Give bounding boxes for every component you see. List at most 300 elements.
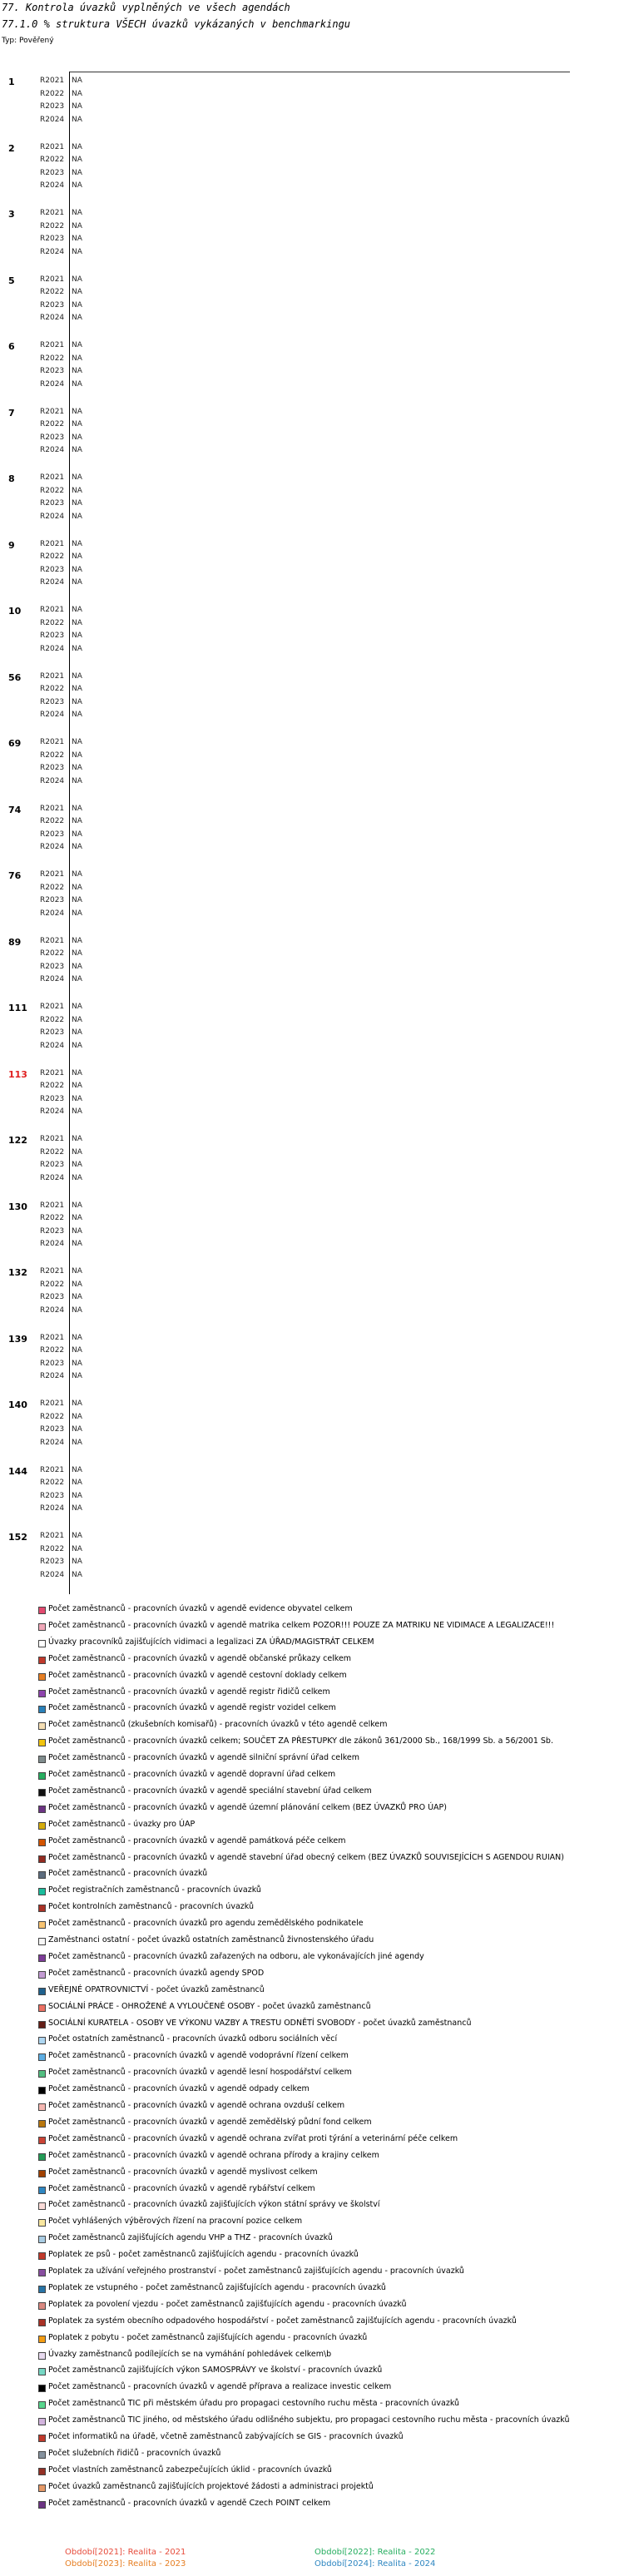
legend-item: [33, 1751, 616, 1768]
group-label: 76: [8, 870, 22, 881]
value-label: NA: [72, 1161, 82, 1169]
year-label: R2023: [40, 697, 65, 706]
value-label: NA: [72, 1558, 82, 1566]
year-label: R2023: [40, 1094, 65, 1103]
value-label: NA: [72, 776, 82, 785]
value-label: NA: [72, 975, 82, 983]
legend-label: Počet zaměstnanců - pracovních úvazků v agendě vodoprávní řízení celkem: [48, 2051, 349, 2061]
value-label: NA: [72, 1015, 82, 1024]
year-label: R2021: [40, 341, 65, 349]
legend-item: [33, 2066, 616, 2083]
legend-item: [33, 2033, 616, 2049]
year-label: R2022: [40, 354, 65, 363]
value-label: NA: [72, 1280, 82, 1289]
year-label: R2022: [40, 420, 65, 429]
legend-label: Poplatek za systém obecního odpadového hospodářství - počet zaměstnanců zajišťujících agendu - pracovních úvazků: [48, 2316, 517, 2326]
year-label: R2021: [40, 142, 65, 151]
legend-item: [33, 1884, 616, 1900]
legend-swatch: [38, 2087, 46, 2094]
year-label: R2022: [40, 1479, 65, 1487]
legend-label: Počet vyhlášených výběrových řízení na pracovní pozice celkem: [48, 2217, 303, 2227]
value-label: NA: [72, 1305, 82, 1315]
legend-label: Počet zaměstnanců - pracovních úvazků v agendě speciální stavební úřad celkem: [48, 1786, 372, 1796]
year-label: R2024: [40, 1570, 65, 1579]
year-label: R2023: [40, 1425, 65, 1434]
year-label: R2024: [40, 1107, 65, 1116]
legend-label: Počet zaměstnanců - pracovních úvazků v agendě lesní hospodářství celkem: [48, 2068, 352, 2078]
year-label: R2021: [40, 1135, 65, 1143]
legend-label: Poplatek z pobytu - počet zaměstnanců zajišťujících agendu - pracovních úvazků: [48, 2332, 368, 2342]
legend-swatch: [38, 1756, 46, 1763]
legend-item: [33, 2049, 616, 2066]
legend-item: [33, 1934, 616, 1950]
legend-swatch: [38, 2070, 46, 2078]
legend-swatch: [38, 2501, 46, 2509]
value-label: NA: [72, 830, 82, 839]
year-label: R2024: [40, 909, 65, 918]
legend-item: [33, 2265, 616, 2281]
value-label: NA: [72, 539, 82, 548]
year-label: R2022: [40, 1082, 65, 1090]
value-label: NA: [72, 156, 82, 164]
legend-item: [33, 2017, 616, 2034]
year-label: R2022: [40, 1346, 65, 1355]
legend-swatch: [38, 1855, 46, 1863]
group-label: 5: [8, 275, 15, 286]
year-label: R2023: [40, 962, 65, 971]
value-label: NA: [72, 89, 82, 98]
legend-item: [33, 2099, 616, 2116]
value-label: NA: [72, 685, 82, 693]
legend-swatch: [38, 2004, 46, 2012]
group-label: 140: [8, 1399, 27, 1410]
legend-item: [33, 2166, 616, 2182]
legend-swatch: [38, 2336, 46, 2343]
legend-label: Počet zaměstnanců - pracovních úvazků v agendě evidence obyvatel celkem: [48, 1604, 353, 1613]
group-label: 9: [8, 539, 15, 551]
year-label: R2021: [40, 1068, 65, 1077]
value-label: NA: [72, 433, 82, 442]
value-label: NA: [72, 235, 82, 243]
legend-swatch: [38, 2468, 46, 2475]
value-label: NA: [72, 644, 82, 653]
value-label: NA: [72, 1465, 82, 1474]
period-legend: [0, 2546, 624, 2571]
legend-swatch: [38, 2319, 46, 2326]
year-label: R2024: [40, 776, 65, 785]
value-label: NA: [72, 817, 82, 825]
year-label: R2023: [40, 499, 65, 508]
legend-swatch: [38, 1971, 46, 1979]
value-label: NA: [72, 618, 82, 627]
group-label: 8: [8, 473, 15, 484]
value-label: NA: [72, 288, 82, 296]
legend-label: Počet zaměstnanců - pracovních úvazků v agendě územní plánování celkem (BEZ ÚVAZKŮ PRO ÚAP): [48, 1802, 447, 1812]
legend-label: Počet zaměstnanců - pracovních úvazků v agendě občanské průkazy celkem: [48, 1653, 352, 1663]
value-label: NA: [72, 473, 82, 482]
value-label: NA: [72, 1359, 82, 1368]
legend-swatch: [38, 1921, 46, 1929]
value-label: NA: [72, 1491, 82, 1500]
legend-label: Zaměstnanci ostatní - počet úvazků ostatních zaměstnanců živnostenského úřadu: [48, 1935, 374, 1944]
legend-swatch: [38, 2418, 46, 2425]
legend-label: Počet úvazků zaměstnanců zajišťujících projektové žádosti a administraci projektů: [48, 2481, 374, 2491]
value-label: NA: [72, 843, 82, 851]
value-label: NA: [72, 1267, 82, 1276]
value-label: NA: [72, 671, 82, 681]
legend-item: [33, 1851, 616, 1868]
legend-label: Počet zaměstnanců - pracovních úvazků: [48, 1869, 208, 1879]
year-label: R2022: [40, 1214, 65, 1222]
legend-swatch: [38, 1739, 46, 1746]
legend-label: Počet zaměstnanců TIC při městském úřadu pro propagaci cestovního ruchu města - pracovních úvazků: [48, 2399, 460, 2409]
legend-label: Počet zaměstnanců - pracovních úvazků v agendě matrika celkem POZOR!!! POUZE ZA MATRIKU NE VIDIMACE A LEGALIZACE!!!: [48, 1620, 555, 1630]
legend-swatch: [38, 1690, 46, 1697]
value-label: NA: [72, 209, 82, 217]
year-label: R2021: [40, 1333, 65, 1342]
year-label: R2021: [40, 473, 65, 482]
year-label: R2024: [40, 512, 65, 521]
legend-item: [33, 1603, 616, 1619]
legend-swatch: [38, 1871, 46, 1879]
value-label: NA: [72, 168, 82, 177]
year-label: R2023: [40, 632, 65, 640]
value-label: NA: [72, 1240, 82, 1248]
year-label: R2021: [40, 1399, 65, 1408]
value-label: NA: [72, 275, 82, 284]
legend-item: [33, 2447, 616, 2464]
group-label: 3: [8, 209, 15, 220]
year-label: R2021: [40, 275, 65, 284]
legend-label: Počet zaměstnanců - pracovních úvazků v agendě ochrana zvířat proti týrání a veterinární péče celkem: [48, 2133, 458, 2143]
year-label: R2021: [40, 407, 65, 416]
legend-label: Počet zaměstnanců - pracovních úvazků v agendě registr řidičů celkem: [48, 1687, 330, 1697]
legend-item: [33, 2397, 616, 2414]
year-label: R2023: [40, 565, 65, 574]
value-label: NA: [72, 1226, 82, 1236]
year-label: R2021: [40, 738, 65, 746]
year-label: R2024: [40, 1372, 65, 1380]
legend-item: [33, 2182, 616, 2199]
value-label: NA: [72, 565, 82, 574]
legend-item: [33, 1686, 616, 1702]
legend-swatch: [38, 1954, 46, 1962]
value-label: NA: [72, 962, 82, 971]
legend-item: [33, 2298, 616, 2315]
legend-item: [33, 1718, 616, 1735]
legend-label: Poplatek za užívání veřejného prostranství - počet zaměstnanců zajišťujících agendu - pracovních úvazků: [48, 2266, 464, 2276]
legend-item: [33, 2497, 616, 2514]
legend-swatch: [38, 2401, 46, 2409]
legend-swatch: [38, 2236, 46, 2243]
value-label: NA: [72, 1293, 82, 1301]
legend-label: VEŘEJNÉ OPATROVNICTVÍ - počet úvazků zaměstnanců: [48, 1984, 265, 1994]
year-label: R2022: [40, 751, 65, 760]
year-label: R2024: [40, 1173, 65, 1182]
legend-item: [33, 1702, 616, 1718]
value-label: NA: [72, 247, 82, 256]
year-label: R2023: [40, 300, 65, 310]
legend-label: Počet zaměstnanců - pracovních úvazků celkem; SOUČET ZA PŘESTUPKY dle zákonů 361/2000 Sb., 168/1999 Sb. a 56/2001 Sb.: [48, 1736, 553, 1746]
value-label: NA: [72, 936, 82, 945]
legend-label: Počet zaměstnanců - pracovních úvazků pro agendu zemědělského podnikatele: [48, 1919, 364, 1929]
value-label: NA: [72, 949, 82, 958]
year-label: R2024: [40, 843, 65, 851]
legend-label: Počet zaměstnanců TIC jiného, od městského úřadu odlišného subjektu, pro propagaci cestovního ruchu města - pracovních úvazků: [48, 2415, 570, 2425]
legend-swatch: [38, 2269, 46, 2276]
legend-swatch: [38, 2021, 46, 2029]
year-label: R2022: [40, 89, 65, 98]
year-label: R2021: [40, 209, 65, 217]
value-label: NA: [72, 300, 82, 310]
legend-item: [33, 1652, 616, 1669]
legend-swatch: [38, 1673, 46, 1681]
legend-swatch: [38, 2435, 46, 2442]
year-label: R2023: [40, 168, 65, 177]
year-label: R2022: [40, 1544, 65, 1553]
legend-swatch: [38, 1623, 46, 1631]
year-label: R2024: [40, 181, 65, 190]
group-label: 7: [8, 407, 15, 419]
year-label: R2023: [40, 896, 65, 904]
year-label: R2022: [40, 221, 65, 230]
value-label: NA: [72, 1399, 82, 1408]
year-label: R2024: [40, 247, 65, 256]
legend-swatch: [38, 2103, 46, 2111]
year-label: R2023: [40, 1359, 65, 1368]
value-label: NA: [72, 578, 82, 587]
value-label: NA: [72, 102, 82, 111]
legend-item: [33, 2133, 616, 2149]
legend-label: SOCIÁLNÍ KURATELA - OSOBY VE VÝKONU VAZBY A TRESTU ODNĚTÍ SVOBODY - počet úvazků zaměstnanců: [48, 2018, 472, 2028]
value-label: NA: [72, 1041, 82, 1050]
value-label: NA: [72, 804, 82, 813]
legend-swatch: [38, 2153, 46, 2161]
year-label: R2021: [40, 1201, 65, 1210]
year-label: R2022: [40, 486, 65, 495]
value-label: NA: [72, 1094, 82, 1103]
value-label: NA: [72, 751, 82, 760]
year-label: R2024: [40, 644, 65, 653]
group-label: 144: [8, 1465, 27, 1477]
group-label: 130: [8, 1201, 27, 1212]
legend-item: [33, 1867, 616, 1884]
year-label: R2024: [40, 1305, 65, 1315]
year-label: R2022: [40, 618, 65, 627]
value-label: NA: [72, 632, 82, 640]
value-label: NA: [72, 1201, 82, 1210]
legend-swatch: [38, 2120, 46, 2128]
value-label: NA: [72, 697, 82, 706]
legend-swatch: [38, 2385, 46, 2392]
chart-subtitle: 77.1.0 % struktura VŠECH úvazků vykázaných v benchmarkingu: [2, 18, 351, 30]
legend-label: Počet zaměstnanců - úvazky pro ÚAP: [48, 1819, 196, 1829]
year-label: R2022: [40, 1280, 65, 1289]
legend-item: [33, 2083, 616, 2099]
year-label: R2024: [40, 314, 65, 322]
legend-label: Úvazky zaměstnanců podílejících se na vymáhání pohledávek celkem\b: [48, 2349, 332, 2359]
legend-item: [33, 2198, 616, 2215]
legend-item: [33, 2116, 616, 2133]
legend-swatch: [38, 2170, 46, 2177]
value-label: NA: [72, 367, 82, 375]
legend-swatch: [38, 1822, 46, 1830]
group-label: 113: [8, 1068, 27, 1080]
value-label: NA: [72, 407, 82, 416]
legend-label: Počet zaměstnanců - pracovních úvazků v agendě registr vozidel celkem: [48, 1703, 336, 1713]
legend-swatch: [38, 2202, 46, 2210]
legend-item: [33, 1835, 616, 1851]
value-label: NA: [72, 314, 82, 322]
value-label: NA: [72, 606, 82, 614]
legend-item: [33, 1768, 616, 1785]
value-label: NA: [72, 354, 82, 363]
legend-swatch: [38, 2037, 46, 2044]
value-label: NA: [72, 341, 82, 349]
year-label: R2023: [40, 1161, 65, 1169]
legend-item: [33, 2364, 616, 2380]
value-label: NA: [72, 512, 82, 521]
legend-item: [33, 2232, 616, 2248]
value-label: NA: [72, 1372, 82, 1380]
year-label: R2021: [40, 1267, 65, 1276]
group-label: 89: [8, 936, 22, 948]
legend-label: Počet zaměstnanců - pracovních úvazků v agendě stavební úřad obecný celkem (BEZ ÚVAZKŮ SOUVISEJÍCÍCH S AGENDOU RUIAN): [48, 1852, 564, 1862]
legend-item: [33, 2480, 616, 2497]
legend-label: Počet zaměstnanců - pracovních úvazků v agendě památková péče celkem: [48, 1835, 346, 1845]
legend-swatch: [38, 1905, 46, 1912]
type-label: Typ: Pověřený: [2, 37, 54, 45]
period-label: Období[2024]: Realita - 2024: [314, 2559, 436, 2569]
group-label: 10: [8, 606, 22, 617]
value-label: NA: [72, 1003, 82, 1011]
legend-item: [33, 1984, 616, 2000]
year-label: R2023: [40, 830, 65, 839]
legend-label: Poplatek ze psů - počet zaměstnanců zajišťujících agendu - pracovních úvazků: [48, 2250, 359, 2260]
value-label: NA: [72, 181, 82, 190]
year-label: R2022: [40, 883, 65, 892]
value-label: NA: [72, 1532, 82, 1540]
legend-item: [33, 2149, 616, 2166]
legend-swatch: [38, 2286, 46, 2293]
year-label: R2021: [40, 870, 65, 879]
value-label: NA: [72, 896, 82, 904]
legend-item: [33, 1917, 616, 1934]
year-label: R2021: [40, 936, 65, 945]
legend-swatch: [38, 2219, 46, 2227]
legend-item: [33, 1669, 616, 1686]
year-label: R2021: [40, 539, 65, 548]
legend-item: [33, 2000, 616, 2017]
year-label: R2022: [40, 1412, 65, 1421]
legend-label: Počet zaměstnanců (zkušebních komisařů) - pracovních úvazků v této agendě celkem: [48, 1720, 388, 1730]
legend-label: Počet registračních zaměstnanců - pracovních úvazků: [48, 1885, 261, 1895]
year-label: R2022: [40, 1015, 65, 1024]
legend-item: [33, 1967, 616, 1984]
legend-label: Počet zaměstnanců zajišťujících výkon SAMOSPRÁVY ve školství - pracovních úvazků: [48, 2365, 383, 2375]
value-label: NA: [72, 1346, 82, 1355]
legend-swatch: [38, 2252, 46, 2260]
legend-label: Počet zaměstnanců - pracovních úvazků zajišťujících výkon státní správy ve školství: [48, 2200, 380, 2210]
value-label: NA: [72, 883, 82, 892]
legend-item: [33, 2315, 616, 2331]
group-label: 56: [8, 671, 22, 683]
year-label: R2024: [40, 379, 65, 389]
year-label: R2022: [40, 1147, 65, 1157]
legend-label: Počet zaměstnanců - pracovních úvazků v agendě odpady celkem: [48, 2084, 310, 2094]
group-label: 132: [8, 1267, 27, 1278]
legend-label: Počet kontrolních zaměstnanců - pracovních úvazků: [48, 1902, 254, 1912]
legend-item: [33, 1785, 616, 1801]
legend-swatch: [38, 2368, 46, 2375]
period-label: Období[2023]: Realita - 2023: [65, 2559, 186, 2569]
value-label: NA: [72, 499, 82, 508]
year-label: R2023: [40, 102, 65, 111]
value-label: NA: [72, 420, 82, 429]
legend-item: [33, 1735, 616, 1751]
legend-swatch: [38, 1789, 46, 1796]
group-label: 139: [8, 1333, 27, 1345]
legend-item: [33, 1818, 616, 1835]
group-label: 122: [8, 1135, 27, 1146]
value-label: NA: [72, 1544, 82, 1553]
year-label: R2023: [40, 1558, 65, 1566]
legend-item: [33, 1900, 616, 1917]
value-label: NA: [72, 1082, 82, 1090]
legend-item: [33, 2215, 616, 2232]
legend-swatch: [38, 2484, 46, 2492]
legend-label: Počet zaměstnanců - pracovních úvazků v agendě ochrana přírody a krajiny celkem: [48, 2150, 379, 2160]
legend-swatch: [38, 2137, 46, 2144]
legend-label: Počet zaměstnanců - pracovních úvazků v agendě zemědělský půdní fond celkem: [48, 2117, 372, 2127]
value-label: NA: [72, 77, 82, 85]
value-label: NA: [72, 1068, 82, 1077]
legend-swatch: [38, 1988, 46, 1995]
year-label: R2022: [40, 288, 65, 296]
legend-item: [33, 1619, 616, 1636]
legend-label: Počet zaměstnanců - pracovních úvazků v agendě silniční správní úřad celkem: [48, 1753, 360, 1763]
year-label: R2024: [40, 711, 65, 719]
year-label: R2022: [40, 156, 65, 164]
year-label: R2023: [40, 367, 65, 375]
group-label: 6: [8, 341, 15, 352]
value-label: NA: [72, 142, 82, 151]
legend-swatch: [38, 2302, 46, 2310]
year-label: R2021: [40, 671, 65, 681]
value-label: NA: [72, 1425, 82, 1434]
year-label: R2023: [40, 1491, 65, 1500]
year-label: R2023: [40, 764, 65, 772]
legend-swatch: [38, 1806, 46, 1813]
legend-label: Počet informatiků na úřadě, včetně zaměstnanců zabývajících se GIS - pracovních úvazků: [48, 2432, 404, 2441]
period-label: Období[2021]: Realita - 2021: [65, 2548, 186, 2557]
legend-item: [33, 1636, 616, 1652]
legend-label: Počet služebních řidičů - pracovních úvazků: [48, 2448, 221, 2458]
legend-item: [33, 2281, 616, 2298]
value-label: NA: [72, 1135, 82, 1143]
year-label: R2023: [40, 433, 65, 442]
legend-swatch: [38, 1640, 46, 1647]
year-label: R2024: [40, 578, 65, 587]
legend-swatch: [38, 1706, 46, 1713]
year-label: R2021: [40, 1003, 65, 1011]
legend-swatch: [38, 2053, 46, 2061]
legend-item: [33, 2464, 616, 2480]
legend-label: Počet zaměstnanců - pracovních úvazků v agendě rybářství celkem: [48, 2183, 315, 2193]
legend-swatch: [38, 2187, 46, 2194]
year-label: R2023: [40, 235, 65, 243]
legend-label: Počet zaměstnanců - pracovních úvazků v agendě cestovní doklady celkem: [48, 1670, 347, 1680]
